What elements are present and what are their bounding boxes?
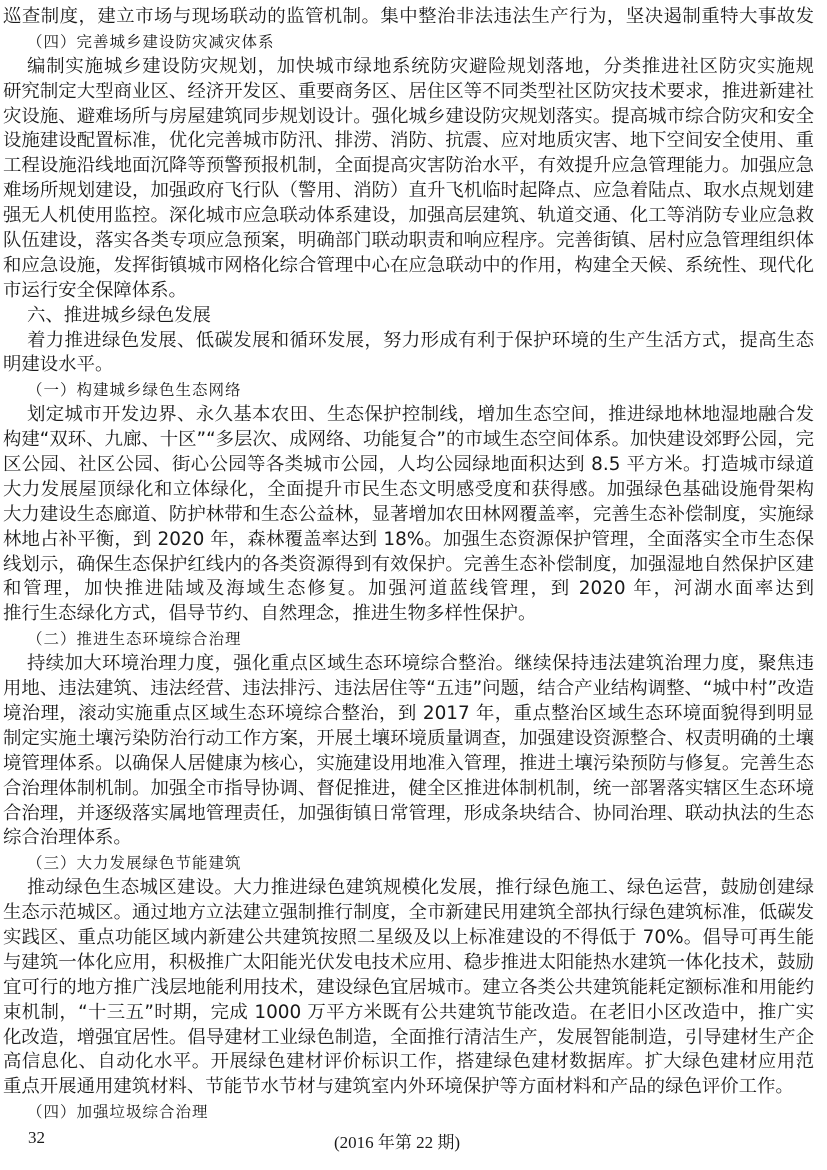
- text-line: （四）加强垃圾综合治理: [27, 1103, 209, 1122]
- text-line: 六、推进城乡绿色发展: [27, 304, 211, 326]
- text-line: 强无人机使用监控。深化城市应急联动体系建设，加强高层建筑、轨道交通、化工等消防专业应急救: [3, 205, 814, 227]
- text-line: 宜可行的地方推广浅层地能利用技术，建设绿色宜居城市。建立各类公共建筑能耗定额标准和用能约: [3, 976, 814, 998]
- text-line: 编制实施城乡建设防灾规划，加快城市绿地系统防灾避险规划落地，分类推进社区防灾实施规: [27, 55, 814, 77]
- paragraph: [3, 329, 814, 379]
- text-line: （三）大力发展绿色节能建筑: [27, 854, 242, 873]
- page-number: 32: [28, 1128, 45, 1147]
- text-line: 线划示，确保生态保护红线内的各类资源得到有效保护。完善生态补偿制度，加强湿地自然保护区建: [3, 553, 814, 575]
- subsection-heading: [3, 1100, 814, 1125]
- text-line: 与建筑一体化应用，积极推广太阳能光伏发电技术应用、稳步推进太阳能热水建筑一体化技术，鼓励: [3, 951, 814, 973]
- text-line: 市运行安全保障体系。: [3, 279, 187, 301]
- text-line: 大力发展屋顶绿化和立体绿化，全面提升市民生态文明感受度和获得感。加强绿色基础设施骨架构: [3, 478, 814, 500]
- subsection-heading: [3, 851, 814, 876]
- text-line: 推动绿色生态城区建设。大力推进绿色建筑规模化发展，推行绿色施工、绿色运营，鼓励创建绿: [27, 877, 814, 899]
- text-line: 持续加大环境治理力度，强化重点区域生态环境综合整治。继续保持违法建筑治理力度，聚焦违: [27, 653, 814, 675]
- subsection-heading: [3, 30, 814, 55]
- text-line: 工程设施沿线地面沉降等预警预报机制，全面提高灾害防治水平，有效提升应急管理能力。加强应急: [3, 155, 814, 177]
- document-body: [3, 5, 814, 1125]
- text-line: 用地、违法建筑、违法经营、违法排污、违法居住等“五违”问题，结合产业结构调整、“城中村”改造: [3, 678, 814, 700]
- paragraph: [3, 5, 814, 30]
- text-line: 大力建设生态廊道、防护林带和生态公益林，显著增加农田林网覆盖率，完善生态补偿制度，实施绿: [3, 503, 814, 525]
- text-line: 灾设施、避难场所与房屋建筑同步规划设计。强化城乡建设防灾规划落实。提高城市综合防灾和安全: [3, 105, 814, 127]
- text-line: 合治理体制机制。加强全市指导协调、督促推进，健全区推进体制机制，统一部署落实辖区生态环境: [3, 777, 814, 799]
- subsection-heading: [3, 627, 814, 652]
- text-line: 制定实施土壤污染防治行动工作方案，开展土壤环境质量调查，加强建设资源整合、权责明确的土壤: [3, 727, 814, 749]
- text-line: 明建设水平。: [3, 354, 114, 376]
- text-line: 构建“双环、九廊、十区”“多层次、成网络、功能复合”的市域生态空间体系。加快建设郊野公园，完: [3, 429, 814, 451]
- text-line: 生态示范城区。通过地方立法建立强制推行制度，全市新建民用建筑全部执行绿色建筑标准，低碳发: [3, 902, 814, 924]
- paragraph: [3, 652, 814, 851]
- text-line: 队伍建设，落实各类专项应急预案，明确部门联动职责和响应程序。完善街镇、居村应急管理组织体: [3, 230, 814, 252]
- text-line: 化改造，增强宜居性。倡导建材工业绿色制造，全面推行清洁生产，发展智能制造，引导建材生产企: [3, 1026, 814, 1048]
- text-line: 和管理，加快推进陆域及海域生态修复。加强河道蓝线管理，到 2020 年，河湖水面率达到: [3, 578, 814, 600]
- paragraph: [3, 876, 814, 1100]
- text-line: 林地占补平衡，到 2020 年，森林覆盖率达到 18%。加强生态资源保护管理，全面落实全市生态保: [3, 528, 814, 550]
- text-line: 束机制，“十三五”时期，完成 1000 万平方米既有公共建筑节能改造。在老旧小区改造中，推广实: [3, 1001, 814, 1023]
- text-line: 推行生态绿化方式，倡导节约、自然理念，推进生物多样性保护。: [3, 603, 537, 625]
- text-line: 重点开展通用建筑材料、节能节水节材与建筑室内外环境保护等方面材料和产品的绿色评价工作。: [3, 1076, 794, 1098]
- section-heading: [3, 304, 814, 329]
- text-line: （四）完善城乡建设防灾减灾体系: [27, 32, 275, 51]
- text-line: 综合治理体系。: [3, 827, 132, 849]
- text-line: 区公园、社区公园、街心公园等各类城市公园，人均公园绿地面积达到 8.5 平方米。打造城市绿道: [3, 454, 814, 476]
- text-line: （一）构建城乡绿色生态网络: [27, 381, 242, 400]
- text-line: 境治理，滚动实施重点区域生态环境综合整治，到 2017 年，重点整治区域生态环境面貌得到明显: [3, 702, 814, 724]
- text-line: 研究制定大型商业区、经济开发区、重要商务区、居住区等不同类型社区防灾技术要求，推进新建社: [3, 80, 814, 102]
- text-line: 设施建设配置标准，优化完善城市防汛、排涝、消防、抗震、应对地质灾害、地下空间安全使用、重: [3, 130, 814, 152]
- text-line: 实践区、重点功能区域内新建公共建筑按照二星级及以上标准建设的不得低于 70%。倡导可再生能: [3, 926, 814, 948]
- subsection-heading: [3, 378, 814, 403]
- text-line: 着力推进绿色发展、低碳发展和循环发展，努力形成有利于保护环境的生产生活方式，提高生态: [27, 329, 814, 351]
- text-line: 巡查制度，建立市场与现场联动的监管机制。集中整治非法违法生产行为，坚决遏制重特大事故发: [3, 6, 814, 27]
- text-line: 高信息化、自动化水平。开展绿色建材评价标识工作，搭建绿色建材数据库。扩大绿色建材应用范: [3, 1051, 814, 1073]
- text-line: 合治理，并逐级落实属地管理责任，加强街镇日常管理，形成条块结合、协同治理、联动执法的生态: [3, 802, 814, 824]
- text-line: 境管理体系。以确保人居健康为核心，实施建设用地准入管理，推进土壤污染预防与修复。完善生态: [3, 752, 814, 774]
- text-line: 难场所规划建设，加强政府飞行队（警用、消防）直升飞机临时起降点、应急着陆点、取水点规划建: [3, 180, 814, 202]
- text-line: 划定城市开发边界、永久基本农田、生态保护控制线，增加生态空间，推进绿地林地湿地融合发: [27, 404, 814, 426]
- text-line: 和应急设施，发挥街镇城市网格化综合管理中心在应急联动中的作用，构建全天候、系统性、现代化: [3, 254, 814, 276]
- paragraph: [3, 55, 814, 304]
- text-line: （二）推进生态环境综合治理: [27, 630, 242, 649]
- issue-label: (2016 年第 22 期): [334, 1133, 461, 1152]
- paragraph: [3, 403, 814, 627]
